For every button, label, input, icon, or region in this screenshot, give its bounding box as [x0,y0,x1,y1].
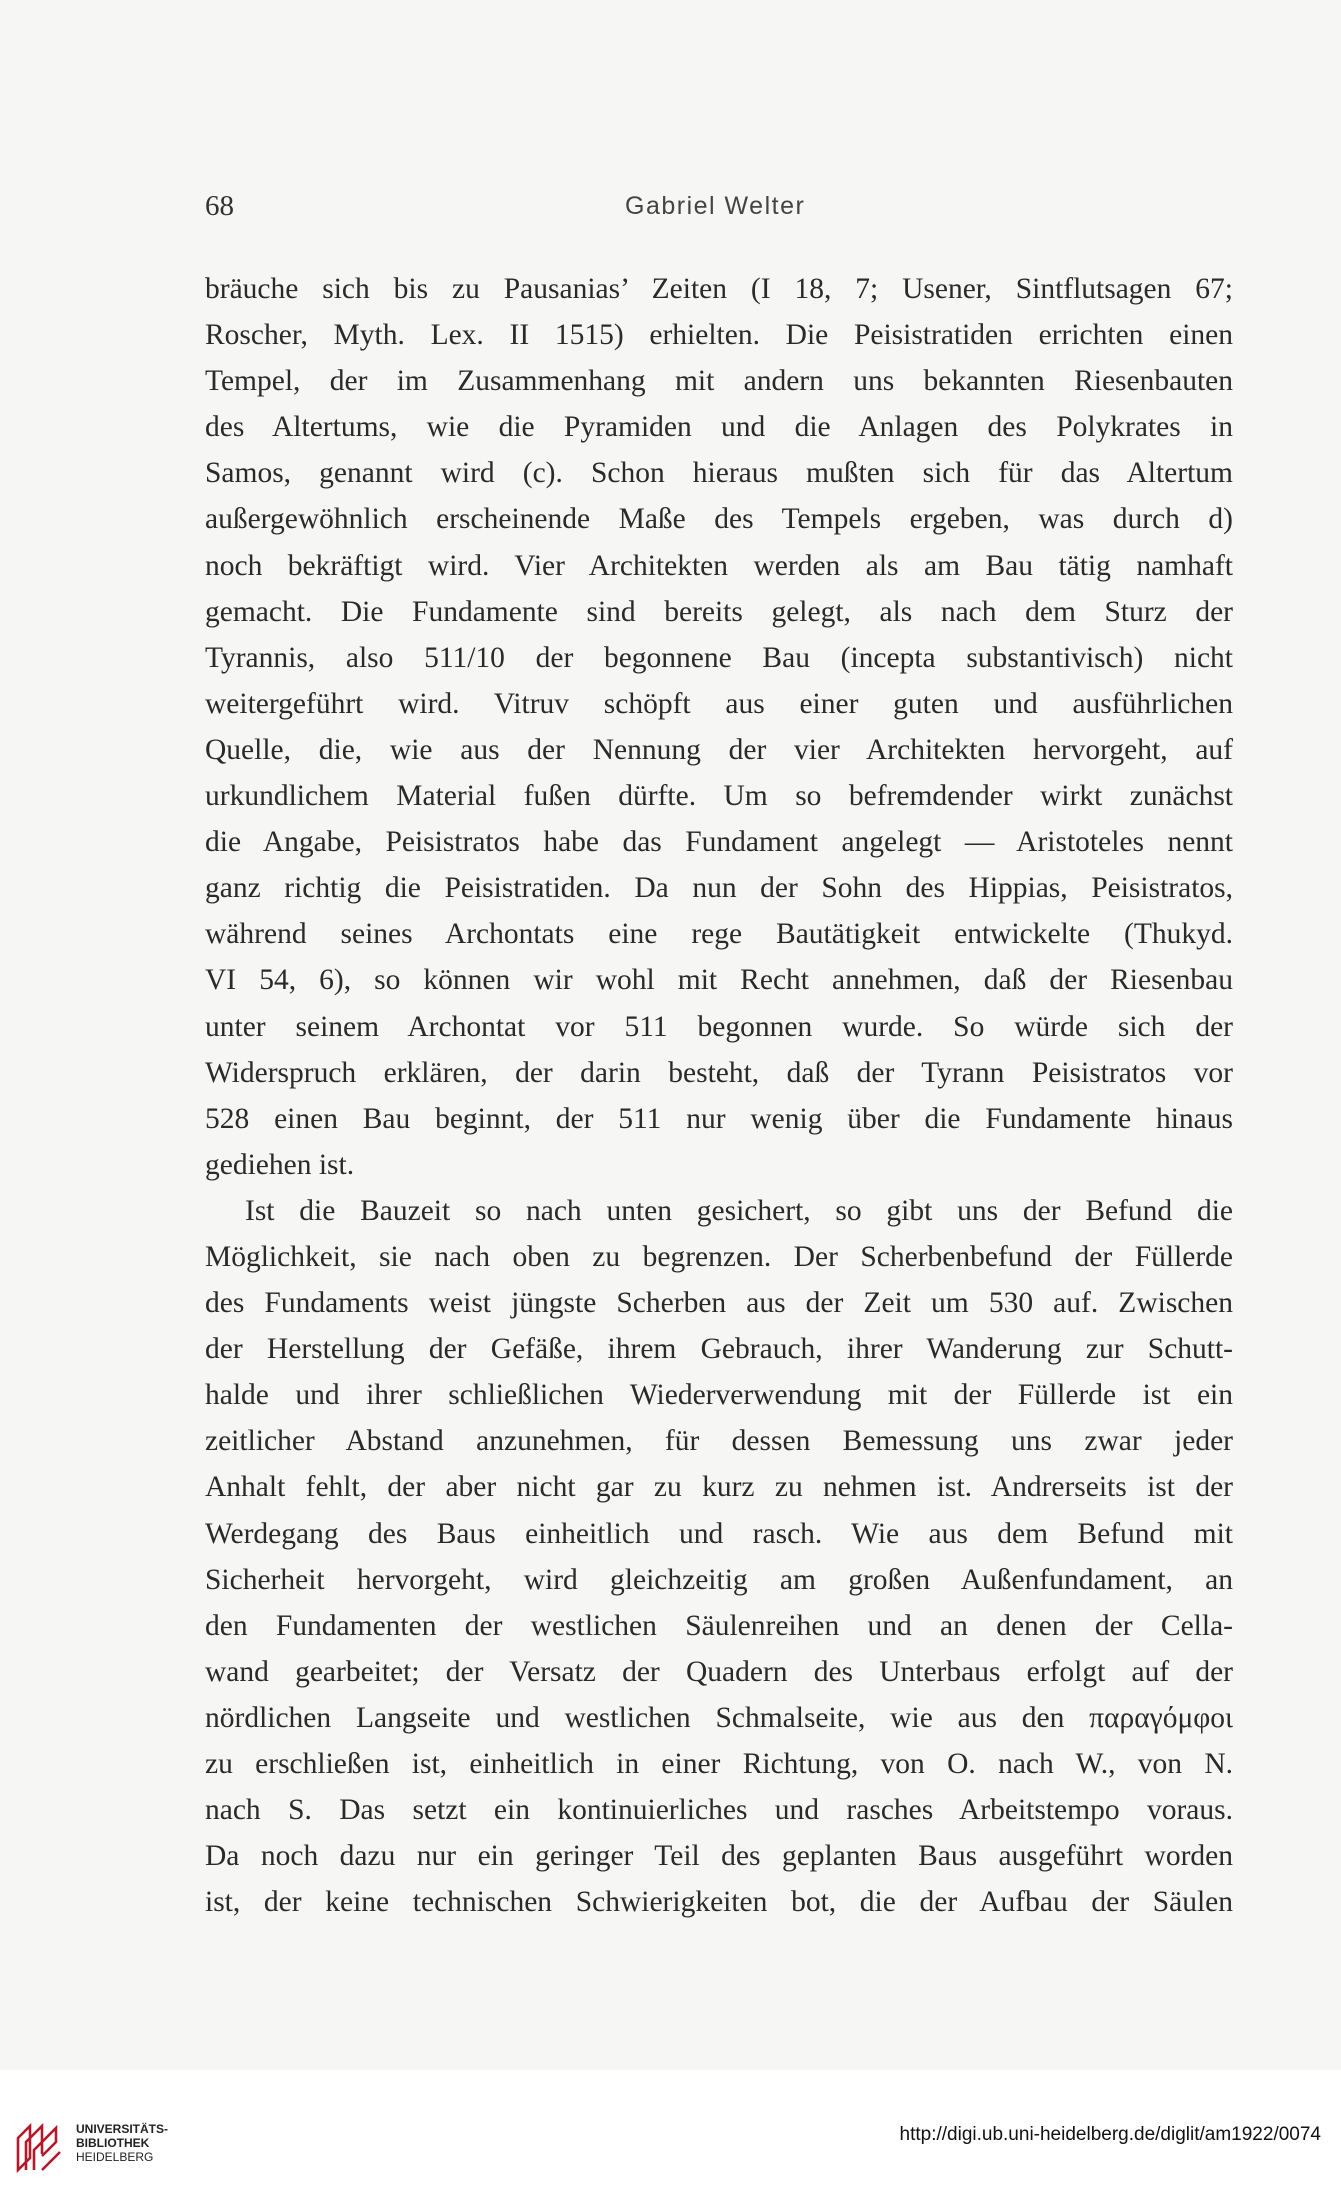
text-line: ganz richtig die Peisistratiden. Da nun der Sohn des Hippias, Peisistratos, [205,872,1233,905]
text-line: halde und ihrer schließlichen Wiederverwendung mit der Füllerde ist ein [205,1379,1233,1412]
library-name-line: BIBLIOTHEK [76,2136,150,2150]
text-line: 528 einen Bau beginnt, der 511 nur wenig über die Fundamente hinaus [205,1102,1233,1135]
text-line: Sicherheit hervorgeht, wird gleichzeitig am großen Außenfundament, an [205,1563,1233,1596]
running-head: Gabriel Welter [625,192,806,220]
text-line: gemacht. Die Fundamente sind bereits gelegt, als nach dem Sturz der [205,595,1233,628]
text-line: Anhalt fehlt, der aber nicht gar zu kurz zu nehmen ist. Andrerseits ist der [205,1471,1233,1504]
text-line: wand gearbeitet; der Versatz der Quadern des Unterbaus erfolgt auf der [205,1655,1233,1688]
text-line: während seines Archontats eine rege Bautätigkeit entwickelte (Thukyd. [205,918,1233,951]
text-line: nach S. Das setzt ein kontinuierliches und rasches Arbeitstempo voraus. [205,1794,1233,1827]
page-header [205,190,1235,230]
library-logo-icon [12,2112,66,2174]
text-line: weitergeführt wird. Vitruv schöpft aus einer guten und ausführlichen [205,687,1233,720]
source-url-link[interactable]: http://digi.ub.uni-heidelberg.de/diglit/am1922/0074 [899,2124,1321,2145]
text-line: der Herstellung der Gefäße, ihrem Gebrauch, ihrer Wanderung zur Schutt- [205,1333,1233,1366]
text-line: Ist die Bauzeit so nach unten gesichert, so gibt uns der Befund die [245,1194,1233,1227]
text-line: außergewöhnlich erscheinende Maße des Tempels ergeben, was durch d) [205,503,1233,536]
text-line: Tyrannis, also 511/10 der begonnene Bau (incepta substantivisch) nicht [205,641,1233,674]
library-name-line: UNIVERSITÄTS- [76,2122,169,2136]
text-line: Samos, genannt wird (c). Schon hieraus mußten sich für das Altertum [205,457,1233,490]
text-line: Da noch dazu nur ein geringer Teil des geplanten Baus ausgeführt worden [205,1840,1233,1873]
text-line: zeitlicher Abstand anzunehmen, für dessen Bemessung uns zwar jeder [205,1425,1233,1458]
text-line: unter seinem Archontat vor 511 begonnen wurde. So würde sich der [205,1010,1233,1043]
text-line: des Fundaments weist jüngste Scherben aus der Zeit um 530 auf. Zwischen [205,1287,1233,1320]
text-line: Quelle, die, wie aus der Nennung der vier Architekten hervorgeht, auf [205,733,1233,766]
text-line: VI 54, 6), so können wir wohl mit Recht annehmen, daß der Riesenbau [205,964,1233,997]
text-line: den Fundamenten der westlichen Säulenreihen und an denen der Cella- [205,1609,1233,1642]
digitization-footer [0,2070,1341,2203]
library-name-line: HEIDELBERG [76,2150,154,2164]
text-line: Roscher, Myth. Lex. II 1515) erhielten. Die Peisistratiden errichten einen [205,319,1233,352]
page-number: 68 [205,190,234,222]
text-line: gediehen ist. [205,1148,355,1181]
library-name [76,2122,168,2164]
text-line: die Angabe, Peisistratos habe das Fundament angelegt — Aristoteles nennt [205,826,1233,859]
text-line: noch bekräftigt wird. Vier Architekten werden als am Bau tätig namhaft [205,549,1233,582]
text-line: Tempel, der im Zusammenhang mit andern uns bekannten Riesenbauten [205,365,1233,398]
text-line: des Altertums, wie die Pyramiden und die Anlagen des Polykrates in [205,411,1233,444]
text-line: Möglichkeit, sie nach oben zu begrenzen. Der Scherbenbefund der Füllerde [205,1240,1233,1273]
text-line: bräuche sich bis zu Pausanias’ Zeiten (I 18, 7; Usener, Sintflutsagen 67; [205,273,1233,305]
text-line: nördlichen Langseite und westlichen Schmalseite, wie aus den παραγόμφοι [205,1701,1233,1734]
text-line: Widerspruch erklären, der darin besteht, daß der Tyrann Peisistratos vor [205,1056,1233,1089]
text-line: ist, der keine technischen Schwierigkeiten bot, die der Aufbau der Säulen [205,1886,1233,1919]
body-text [205,266,1233,1925]
text-line: urkundlichem Material fußen dürfte. Um so befremdender wirkt zunächst [205,780,1233,813]
text-line: Werdegang des Baus einheitlich und rasch. Wie aus dem Befund mit [205,1517,1233,1550]
text-line: zu erschließen ist, einheitlich in einer Richtung, von O. nach W., von N. [205,1748,1233,1780]
